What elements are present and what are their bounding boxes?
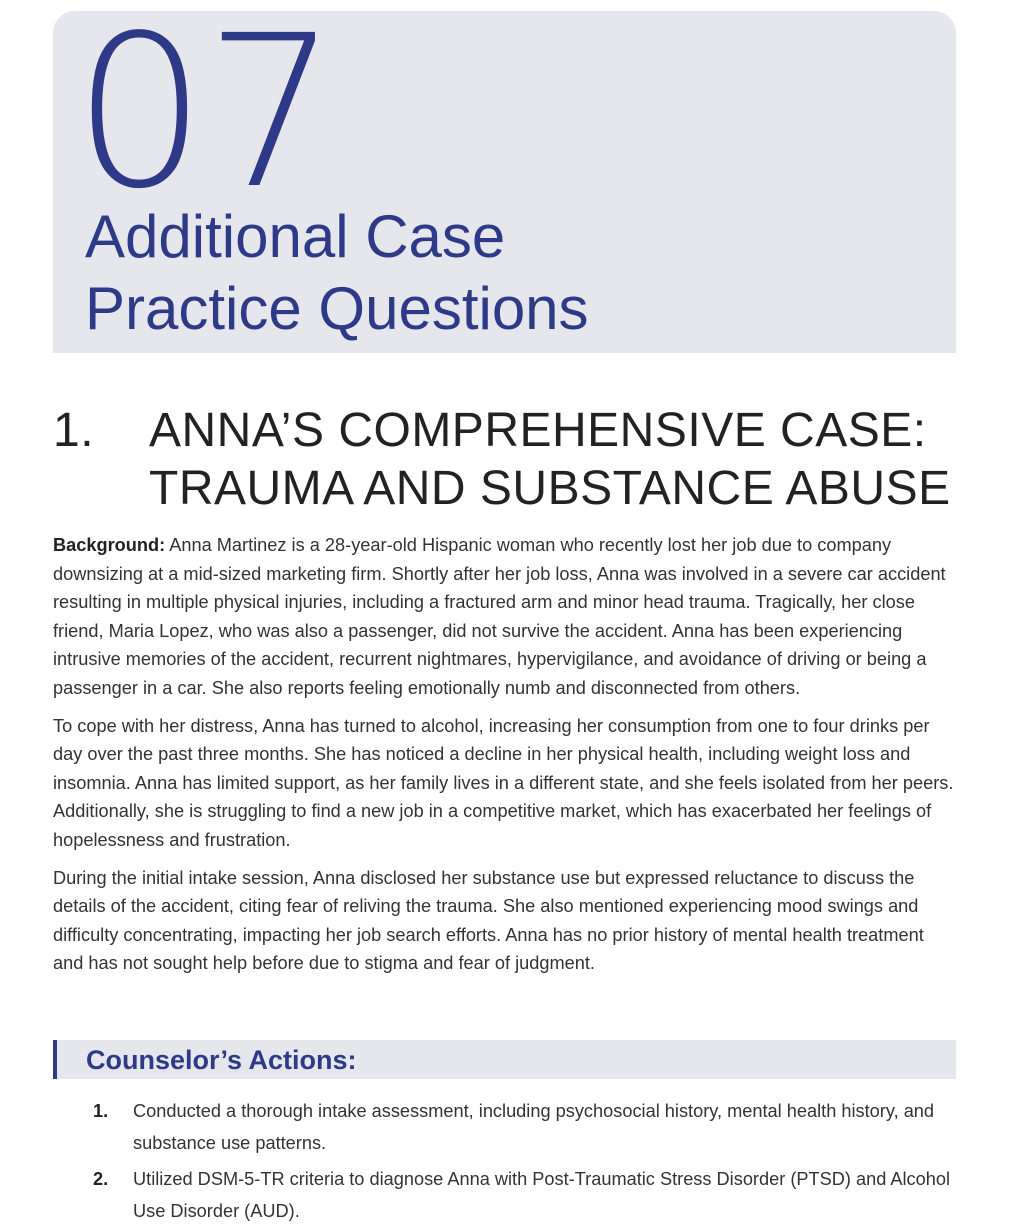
background-paragraph-3: During the initial intake session, Anna disclosed her substance use but expressed reluctance to discuss the details of the accident, citing fear of reliving the trauma. She also mentioned experiencing mood swings and difficulty concentrating, impacting her job search efforts. Anna has no prior history of mental health treatment and has not sought help before due to stigma and fear of judgment.	[53, 867, 924, 974]
section-title	[149, 402, 963, 518]
list-item-text: Utilized DSM-5-TR criteria to diagnose Anna with Post-Traumatic Stress Disorder (PTSD) and Alcohol Use Disorder (AUD).	[133, 1169, 951, 1221]
counselor-actions-heading-bar	[53, 1040, 956, 1079]
list-item	[53, 1095, 953, 1159]
background-text-1: Anna Martinez is a 28-year-old Hispanic woman who recently lost her job due to company downsizing at a mid-sized marketing firm. Shortly after her job loss, Anna was involved in a severe car accident resulting in multiple physical injuries, including a fractured arm and minor head trauma. Tragically, her close friend, Maria Lopez, who was also a passenger, did not survive the accident. Anna has been experiencing intrusive memories of the accident, recurrent nightmares, hypervigilance, and avoidance of driving or being a passenger in a car. She also reports feeling emotionally numb and disconnected from others.	[53, 535, 946, 698]
chapter-title-line-1: Additional Case	[85, 203, 506, 270]
chapter-number: 07	[73, 0, 337, 235]
list-item-number: 1.	[93, 1101, 109, 1121]
section-title-line-2: TRAUMA AND SUBSTANCE ABUSE	[149, 462, 951, 515]
background-paragraph-2: To cope with her distress, Anna has turned to alcohol, increasing her consumption from one to four drinks per day over the past three months. She has noticed a decline in her physical health, including weight loss and insomnia. Anna has limited support, as her family lives in a different state, and she feels isolated from her peers. Additionally, she is struggling to find a new job in a competitive market, which has exacerbated her feelings of hopelessness and frustration.	[53, 715, 954, 850]
chapter-title	[85, 201, 589, 345]
background-paragraph-1	[53, 531, 958, 703]
chapter-title-line-2: Practice Questions	[85, 275, 589, 342]
case-background	[53, 531, 958, 987]
list-item-number: 2.	[93, 1169, 109, 1189]
list-item	[53, 1163, 953, 1227]
section-heading	[53, 402, 963, 518]
counselor-actions-list	[53, 1095, 953, 1231]
list-item-text: Conducted a thorough intake assessment, including psychosocial history, mental health history, and substance use patterns.	[133, 1101, 935, 1153]
counselor-actions-heading: Counselor’s Actions:	[86, 1045, 357, 1075]
chapter-header	[53, 0, 956, 353]
section-number: 1.	[53, 404, 95, 457]
background-label: Background:	[53, 535, 166, 555]
section-title-line-1: ANNA’S COMPREHENSIVE CASE:	[149, 404, 927, 457]
